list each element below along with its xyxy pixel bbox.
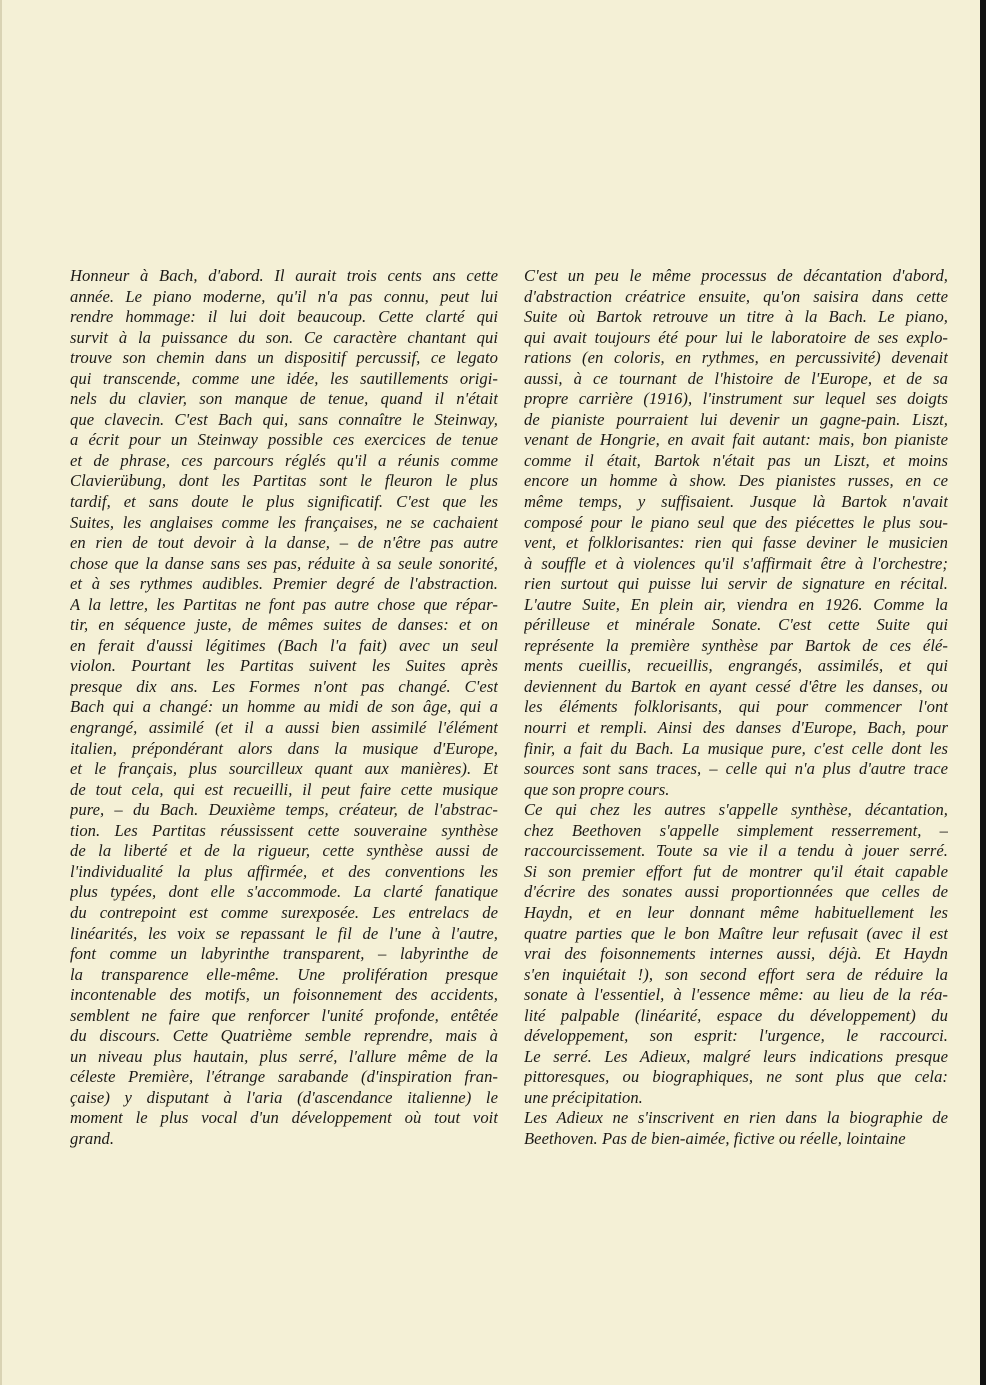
text-line: de tout cela, qui est recueilli, il peut faire cette musique [70, 779, 498, 799]
text-line: font comme un labyrinthe transparent, – labyrinthe de [70, 944, 498, 964]
text-line: les éléments folklorisants, qui pour commencer l'ont [524, 697, 948, 717]
text-line: et à ses rythmes audibles. Premier degré de l'abstraction. [70, 574, 498, 594]
text-line: rations (en coloris, en rythmes, en percussivité) devenait [524, 348, 948, 368]
text-line: survit à la puissance du son. Ce caractère chantant qui [70, 327, 498, 347]
text-line: en rien de tout devoir à la danse, – de n'être pas autre [70, 533, 498, 553]
text-line: tion. Les Partitas réussissent cette souveraine synthèse [70, 820, 498, 840]
text-line: Haydn, et en leur donnant même habituellement les [524, 902, 948, 922]
text-line: L'autre Suite, En plein air, viendra en 1926. Comme la [524, 594, 948, 614]
text-line: céleste Première, l'étrange sarabande (d'inspiration fran- [70, 1067, 498, 1087]
text-line: Suite où Bartok retrouve un titre à la Bach. Le piano, [524, 307, 948, 327]
text-line: qui transcende, comme une idée, les sautillements origi- [70, 368, 498, 388]
text-line: du contrepoint est comme surexposée. Les entrelacs de [70, 902, 498, 922]
text-line: du discours. Cette Quatrième semble reprendre, mais à [70, 1026, 498, 1046]
text-line: çaise) y disputant à l'aria (d'ascendance italienne) le [70, 1087, 498, 1107]
text-line: Beethoven. Pas de bien-aimée, fictive ou réelle, lointaine [524, 1128, 906, 1148]
text-line: incontenable des motifs, un foisonnement des accidents, [70, 985, 498, 1005]
text-line: venant de Hongrie, en avait fait autant: mais, bon pianiste [524, 430, 948, 450]
text-line: qui avait toujours été pour lui le laboratoire de ses explo- [524, 327, 948, 347]
text-line: pittoresques, ou biographiques, ne sont plus que cela: [524, 1067, 948, 1087]
text-line: finir, a fait du Bach. La musique pure, c'est celle dont les [524, 738, 948, 758]
text-line: sources sont sans traces, – celle qui n'a plus d'autre trace [524, 759, 948, 779]
text-line: tir, en séquence juste, de mêmes suites de danses: et on [70, 615, 498, 635]
text-line: année. Le piano moderne, qu'il n'a pas connu, peut lui [70, 286, 498, 306]
text-line: quatre parties que le bon Maître leur refusait (avec il est [524, 923, 948, 943]
text-line: chez Beethoven s'appelle simplement resserrement, – [524, 820, 948, 840]
text-line: italien, prépondérant alors dans la musique d'Europe, [70, 738, 498, 758]
text-line: de pianiste pourraient lui devenir un gagne-pain. Liszt, [524, 409, 948, 429]
text-line: périlleuse et minérale Sonate. C'est cette Suite qui [524, 615, 948, 635]
page-edge-left [0, 0, 2, 1385]
text-line: a écrit pour un Steinway possible ces exercices de tenue [70, 430, 498, 450]
text-line: trouve son chemin dans un dispositif percussif, ce legato [70, 348, 498, 368]
text-line: rendre hommage: il lui doit beaucoup. Cette clarté qui [70, 307, 498, 327]
text-line: grand. [70, 1128, 115, 1148]
right-text-column [524, 266, 948, 1150]
text-line: chose que la danse sans ses pas, réduite à sa seule sonorité, [70, 553, 498, 573]
text-line: lité palpable (linéarité, espace du développement) du [524, 1005, 948, 1025]
text-line: moment le plus vocal d'un développement où tout voit [70, 1108, 498, 1128]
text-line: engrangé, assimilé (et il a aussi bien assimilé l'élément [70, 718, 498, 738]
text-line: presque dix ans. Les Formes n'ont pas changé. C'est [70, 676, 498, 696]
text-line: sonate à l'essentiel, à l'essence même: au lieu de la réa- [524, 985, 948, 1005]
text-line: de la liberté et de la rigueur, cette synthèse aussi de [70, 841, 498, 861]
text-line: vrai des foisonnements internes aussi, déjà. Et Haydn [524, 944, 948, 964]
text-line: pure, – du Bach. Deuxième temps, créateur, de l'abstrac- [70, 800, 498, 820]
text-line: Le serré. Les Adieux, malgré leurs indications presque [524, 1046, 948, 1066]
page-edge-right [980, 0, 986, 1385]
text-line: en ferait d'aussi légitimes (Bach l'a fait) avec un seul [70, 635, 498, 655]
text-line: que clavecin. C'est Bach qui, sans connaître le Steinway, [70, 409, 498, 429]
text-line: comme il était, Bartok n'était pas un Liszt, et moins [524, 450, 948, 470]
text-line: linéarités, les voix se repassant le fil de l'une à l'autre, [70, 923, 498, 943]
text-line: vent, et folklorisantes: rien qui fasse deviner le musicien [524, 533, 948, 553]
text-line: s'en inquiétait !), son second effort sera de réduire la [524, 964, 948, 984]
text-line: encore un homme à show. Des pianistes russes, en ce [524, 471, 948, 491]
text-line: deviennent du Bartok en ayant cessé d'être les danses, ou [524, 676, 948, 696]
text-line: ments cueillis, recueillis, engrangés, assimilés, et qui [524, 656, 948, 676]
text-line: même temps, y suffisaient. Jusque là Bartok n'avait [524, 492, 948, 512]
text-line: plus typées, dont elle s'accommode. La clarté fanatique [70, 882, 498, 902]
text-line: développement, son esprit: l'urgence, le raccourci. [524, 1026, 948, 1046]
text-line: Si son premier effort fut de montrer qu'il était capable [524, 861, 948, 881]
text-line: représente la première synthèse par Bartok de ces élé- [524, 635, 948, 655]
text-line: la transparence elle-même. Une prolifération presque [70, 964, 498, 984]
text-line: d'écrire des sonates aussi proportionnées que celles de [524, 882, 948, 902]
text-line: violon. Pourtant les Partitas suivent les Suites après [70, 656, 498, 676]
text-line: rien surtout qui puisse lui servir de signature en récital. [524, 574, 948, 594]
text-line: Clavierübung, dont les Partitas sont le fleuron le plus [70, 471, 498, 491]
text-line: et de phrase, ces parcours réglés qu'il a réunis comme [70, 450, 498, 470]
text-line: une précipitation. [524, 1087, 643, 1107]
text-line: raccourcissement. Toute sa vie il a tendu à jouer serré. [524, 841, 948, 861]
text-line: l'individualité la plus affirmée, et des conventions les [70, 861, 498, 881]
text-line: aussi, à ce tournant de l'histoire de l'Europe, et de sa [524, 368, 948, 388]
text-line: nourri et rempli. Ainsi des danses d'Europe, Bach, pour [524, 718, 948, 738]
text-line: Suites, les anglaises comme les françaises, ne se cachaient [70, 512, 498, 532]
text-line: Honneur à Bach, d'abord. Il aurait trois cents ans cette [70, 266, 498, 285]
text-line: d'abstraction créatrice ensuite, qu'on saisira dans cette [524, 286, 948, 306]
text-line: nels du clavier, son manque de tenue, quand il n'était [70, 389, 498, 409]
text-line: propre carrière (1916), l'instrument sur lequel ses doigts [524, 389, 948, 409]
text-line: composé pour le piano seul que des piécettes le plus sou- [524, 512, 948, 532]
text-line: C'est un peu le même processus de décantation d'abord, [524, 266, 948, 285]
left-text-column [70, 266, 498, 1150]
text-line: A la lettre, les Partitas ne font pas autre chose que répar- [70, 594, 498, 614]
text-line: Les Adieux ne s'inscrivent en rien dans la biographie de [524, 1108, 948, 1128]
text-line: un niveau plus hautain, plus serré, l'allure même de la [70, 1046, 498, 1066]
text-line: et le français, plus sourcilleux quant aux manières). Et [70, 759, 498, 779]
text-line: à souffle et à violences qu'il s'affirmait être à l'orchestre; [524, 553, 948, 573]
text-line: tardif, et sans doute le plus significatif. C'est que les [70, 492, 498, 512]
text-line: Ce qui chez les autres s'appelle synthèse, décantation, [524, 800, 948, 820]
text-line: Bach qui a changé: un homme au midi de son âge, qui a [70, 697, 498, 717]
text-line: que son propre cours. [524, 779, 670, 799]
text-line: semblent ne faire que renforcer l'unité profonde, entêtée [70, 1005, 498, 1025]
